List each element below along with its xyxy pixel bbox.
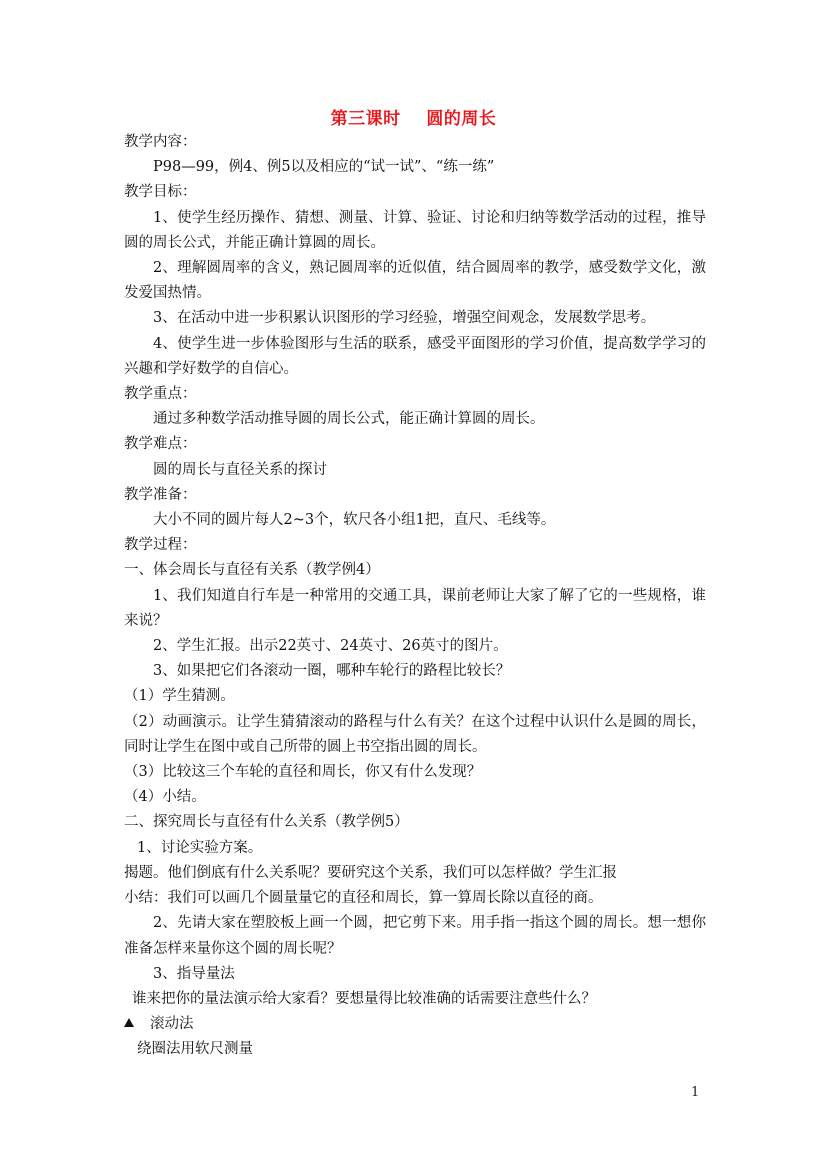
objective-1: 1、使学生经历操作、猜想、测量、计算、验证、讨论和归纳等数学活动的过程，推导圆的周长公式，并能正确计算圆的周长。 (124, 209, 706, 251)
step-2-3-question: 谁来把你的量法演示给大家看？要想量得比较准确的话需要注意些什么？ (132, 990, 596, 1007)
method-rolling-row (124, 1012, 706, 1037)
method-rolling: 滚动法 (150, 1016, 194, 1033)
step-2-2: 2、先请大家在塑胶板上画一个圆，把它剪下来。用手指一指这个圆的周长。想一想你准备怎样来量你这个圆的周长呢？ (124, 915, 706, 957)
step-2-1-reveal: 揭题。他们倒底有什么关系呢？要研究这个关系，我们可以怎样做？学生汇报 (124, 864, 617, 881)
objective-2: 2、理解圆周率的含义，熟记圆周率的近似值，结合圆周率的教学，感受数学文化，激发爱国热情。 (124, 260, 706, 302)
heading-process: 教学过程： (124, 537, 197, 554)
preparation-text: 大小不同的圆片每人2~3个，软尺各小组1把，直尺、毛线等。 (153, 512, 556, 529)
triangle-bullet-icon (124, 1018, 134, 1027)
page-number: 1 (691, 1085, 700, 1100)
heading-preparation: 教学准备： (124, 486, 197, 503)
content-text: P98—99，例4、例5以及相应的“试一试”、“练一练” (153, 159, 495, 176)
method-wrapping: 绕圈法用软尺测量 (137, 1041, 253, 1058)
heading-content: 教学内容： (124, 134, 197, 150)
section-1-heading: 一、体会周长与直径有关系（教学例4） (124, 562, 380, 579)
lesson-body (124, 130, 706, 1063)
lesson-title: 第三课时 圆的周长 (330, 109, 497, 129)
step-2-1-summary: 小结：我们可以画几个圆量量它的直径和周长，算一算周长除以直径的商。 (124, 890, 603, 907)
step-1-1: 1、我们知道自行车是一种常用的交通工具，课前老师让大家了解了它的一些规格，谁来说？ (124, 587, 706, 629)
step-1-3: 3、如果把它们各滚动一圈，哪种车轮行的路程比较长？ (153, 663, 511, 680)
step-1-3-c: （3）比较这三个车轮的直径和周长，你又有什么发现？ (124, 764, 482, 781)
step-1-3-d: （4）小结。 (124, 789, 206, 806)
step-2-1: 1、讨论实验方案。 (137, 839, 263, 856)
section-2-heading: 二、探究周长与直径有什么关系（教学例5） (124, 814, 409, 831)
heading-objectives: 教学目标： (124, 184, 197, 201)
step-1-3-b: （2）动画演示。让学生猜猜滚动的路程与什么有关？在这个过程中认识什么是圆的周长，同时让学生在图中或自己所带的圆上书空指出圆的周长。 (124, 713, 706, 755)
step-1-2: 2、学生汇报。出示22英寸、24英寸、26英寸的图片。 (153, 638, 508, 655)
difficulty-text: 圆的周长与直径关系的探讨 (153, 461, 327, 478)
objective-4: 4、使学生进一步体验图形与生活的联系，感受平面图形的学习价值，提高数学学习的兴趣和学好数学的自信心。 (124, 335, 706, 377)
key-point-text: 通过多种数学活动推导圆的周长公式，能正确计算圆的周长。 (153, 411, 545, 428)
step-1-3-a: （1）学生猜测。 (124, 688, 235, 705)
objective-3: 3、在活动中进一步积累认识图形的学习经验，增强空间观念，发展数学思考。 (153, 310, 656, 327)
heading-key-point: 教学重点： (124, 386, 197, 403)
step-2-3: 3、指导量法 (153, 965, 235, 982)
heading-difficulty: 教学难点： (124, 436, 197, 453)
